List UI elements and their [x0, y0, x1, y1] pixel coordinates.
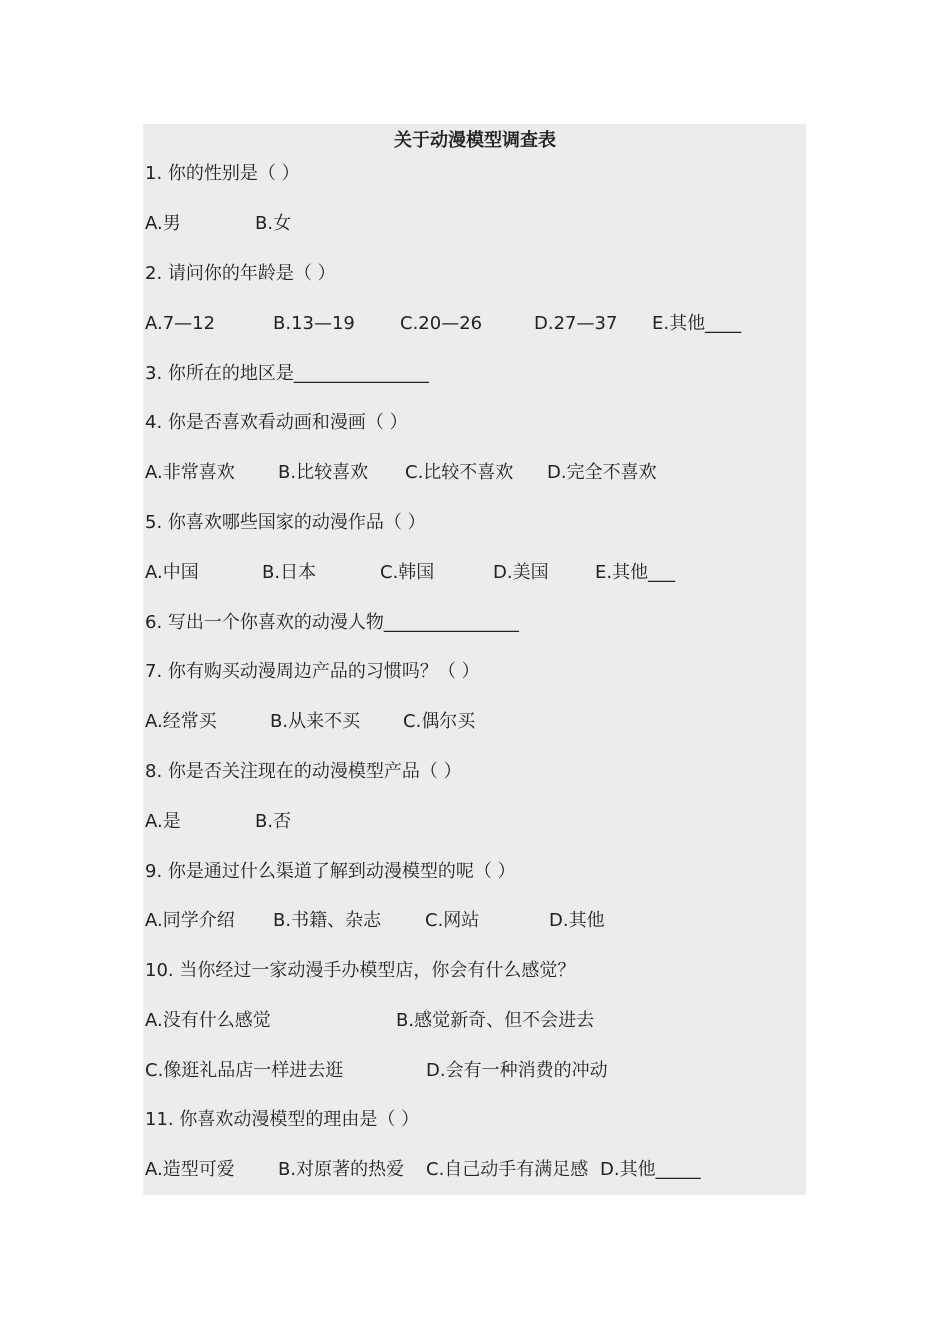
option-7a: A.经常买: [145, 711, 217, 732]
option-2c: C.20—26: [400, 313, 483, 334]
option-8b: B.否: [255, 811, 292, 832]
option-4c: C.比较不喜欢: [405, 462, 514, 483]
option-9b: B.书籍、杂志: [273, 910, 382, 931]
option-10a: A.没有什么感觉: [145, 1010, 271, 1031]
option-2e: E.其他____: [652, 313, 742, 334]
option-1a: A.男: [145, 213, 181, 234]
option-11b: B.对原著的热爱: [278, 1159, 405, 1180]
option-5c: C.韩国: [380, 562, 435, 583]
option-4a: A.非常喜欢: [145, 462, 235, 483]
option-10c: C.像逛礼品店一样进去逛: [145, 1060, 344, 1081]
option-11d: D.其他_____: [600, 1159, 701, 1180]
question-7: 7. 你有购买动漫周边产品的习惯吗？（ ）: [145, 661, 480, 682]
option-9a: A.同学介绍: [145, 910, 235, 931]
option-8a: A.是: [145, 811, 181, 832]
question-10: 10. 当你经过一家动漫手办模型店，你会有什么感觉？: [145, 960, 576, 981]
option-4b: B.比较喜欢: [278, 462, 369, 483]
option-10b: B.感觉新奇、但不会进去: [396, 1010, 595, 1031]
option-7b: B.从来不买: [270, 711, 361, 732]
option-10d: D.会有一种消费的冲动: [426, 1060, 608, 1081]
option-11a: A.造型可爱: [145, 1159, 235, 1180]
option-5a: A.中国: [145, 562, 199, 583]
option-2d: D.27—37: [534, 313, 618, 334]
question-6: 6. 写出一个你喜欢的动漫人物_______________: [145, 612, 519, 633]
question-3: 3. 你所在的地区是_______________: [145, 363, 429, 384]
document-title: 关于动漫模型调查表: [394, 130, 556, 151]
option-7c: C.偶尔买: [403, 711, 476, 732]
option-5b: B.日本: [262, 562, 317, 583]
option-5d: D.美国: [493, 562, 549, 583]
option-5e: E.其他___: [595, 562, 676, 583]
question-2: 2. 请问你的年龄是（ ）: [145, 263, 336, 284]
option-4d: D.完全不喜欢: [547, 462, 657, 483]
question-8: 8. 你是否关注现在的动漫模型产品（ ）: [145, 761, 462, 782]
question-11: 11. 你喜欢动漫模型的理由是（ ）: [145, 1109, 420, 1130]
question-1: 1. 你的性别是（ ）: [145, 163, 300, 184]
question-5: 5. 你喜欢哪些国家的动漫作品（ ）: [145, 512, 426, 533]
option-1b: B.女: [255, 213, 292, 234]
question-4: 4. 你是否喜欢看动画和漫画（ ）: [145, 412, 408, 433]
option-9d: D.其他: [549, 910, 605, 931]
option-2b: B.13—19: [273, 313, 355, 334]
option-2a: A.7—12: [145, 313, 216, 334]
question-9: 9. 你是通过什么渠道了解到动漫模型的呢（ ）: [145, 861, 516, 882]
option-9c: C.网站: [425, 910, 480, 931]
option-11c: C.自己动手有满足感: [426, 1159, 589, 1180]
